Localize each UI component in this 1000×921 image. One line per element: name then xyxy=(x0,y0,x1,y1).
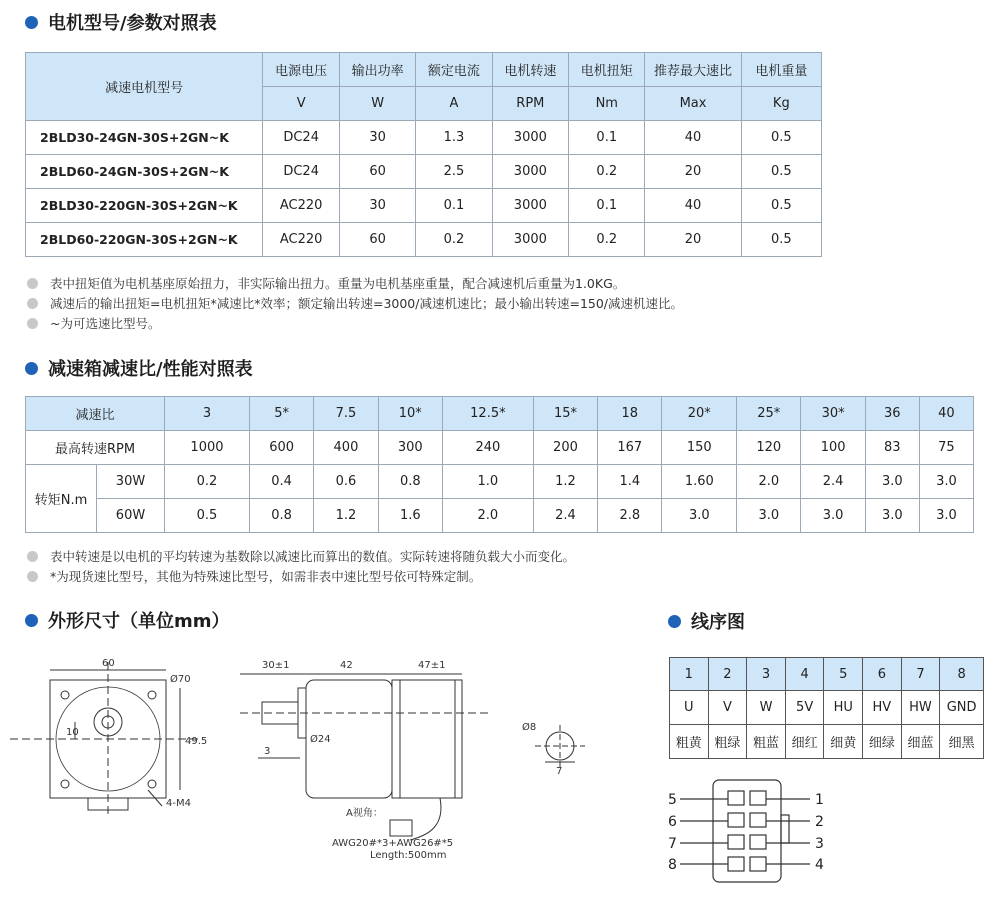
spec-unit: Nm xyxy=(569,87,645,121)
note-item xyxy=(27,293,683,313)
wire-pin-cell: 1 xyxy=(670,658,709,691)
wiring-title-text: 线序图 xyxy=(691,612,745,633)
wire-pin-cell: 3 xyxy=(747,658,786,691)
speed-cell: 100 xyxy=(801,431,865,465)
pin-label: 4 xyxy=(815,857,824,873)
speed-cell: 75 xyxy=(919,431,973,465)
spec-cell: 20 xyxy=(645,155,741,189)
ratio-cell: 10* xyxy=(378,397,442,431)
connector-pin xyxy=(750,857,766,871)
spec-header: 推荐最大速比 xyxy=(645,53,741,87)
dim-label: 49.5 xyxy=(185,736,208,747)
spec-cell: 0.1 xyxy=(569,189,645,223)
spec-cell: AC220 xyxy=(263,189,340,223)
model-cell: 2BLD60-220GN-30S+2GN~K xyxy=(26,223,263,257)
ratio-cell: 5* xyxy=(249,397,313,431)
pin-label: 5 xyxy=(668,792,677,808)
dim-label: 10 xyxy=(66,727,79,738)
spec-row xyxy=(26,155,822,189)
pin-label: 6 xyxy=(668,814,677,830)
mount-hole xyxy=(61,691,69,699)
ratio-cell: 30* xyxy=(801,397,865,431)
spec-cell: 60 xyxy=(339,223,415,257)
ratio-cell: 40 xyxy=(919,397,973,431)
pin-label: 2 xyxy=(815,814,824,830)
wire-signal-cell: HU xyxy=(824,691,863,725)
bullet-dot xyxy=(25,614,38,627)
spec-cell: 0.2 xyxy=(569,155,645,189)
torque-60w-label: 60W xyxy=(97,499,165,533)
dim-label: 30±1 xyxy=(262,660,290,671)
spec-cell: 0.2 xyxy=(416,223,492,257)
bullet-dot xyxy=(27,551,38,562)
ratio-cell: 18 xyxy=(598,397,662,431)
spec-title-text: 电机型号/参数对照表 xyxy=(48,13,217,34)
wire-color-cell: 细黑 xyxy=(940,725,984,759)
speed-cell: 400 xyxy=(314,431,378,465)
speed-cell: 200 xyxy=(533,431,597,465)
speed-cell: 83 xyxy=(865,431,919,465)
wire-pin-cell: 4 xyxy=(785,658,824,691)
spec-notes xyxy=(27,273,683,333)
spec-header: 电源电压 xyxy=(263,53,340,87)
ratio-cell: 36 xyxy=(865,397,919,431)
speed-cell: 167 xyxy=(598,431,662,465)
spec-cell: 1.3 xyxy=(416,121,492,155)
spec-cell: 0.5 xyxy=(741,223,821,257)
dims-title-text: 外形尺寸（单位mm） xyxy=(48,611,230,632)
torque-30w-cell: 1.60 xyxy=(662,465,737,499)
dim-label: 4-M4 xyxy=(166,798,191,809)
wiring-table xyxy=(669,657,984,759)
connector-pin xyxy=(728,791,744,805)
spec-row xyxy=(26,189,822,223)
ratio-section-title xyxy=(25,355,253,381)
note-text: *为现货速比型号，其他为特殊速比型号，如需非表中速比型号依可特殊定制。 xyxy=(50,569,482,584)
spec-header: 电机转速 xyxy=(492,53,568,87)
wire-color-cell: 粗蓝 xyxy=(747,725,786,759)
spec-cell: 3000 xyxy=(492,189,568,223)
torque-60w-cell: 1.6 xyxy=(378,499,442,533)
note-item xyxy=(27,273,683,293)
torque-30w-cell: 2.0 xyxy=(737,465,801,499)
dim-label: AWG20#*3+AWG26#*5 xyxy=(332,838,454,849)
bullet-dot xyxy=(27,318,38,329)
torque-30w-cell: 0.2 xyxy=(165,465,250,499)
torque-60w-cell: 3.0 xyxy=(662,499,737,533)
model-cell: 2BLD30-220GN-30S+2GN~K xyxy=(26,189,263,223)
bullet-dot xyxy=(25,16,38,29)
ratio-cell: 3 xyxy=(165,397,250,431)
spec-cell: 30 xyxy=(339,121,415,155)
connector-pin xyxy=(750,791,766,805)
ratio-title-text: 减速箱减速比/性能对照表 xyxy=(48,359,253,380)
dims-section-title xyxy=(25,607,230,633)
wire-color-cell: 细绿 xyxy=(863,725,902,759)
spec-header: 额定电流 xyxy=(416,53,492,87)
spec-unit: Max xyxy=(645,87,741,121)
ratio-cell: 15* xyxy=(533,397,597,431)
pin-label: 8 xyxy=(668,857,677,873)
speed-cell: 1000 xyxy=(165,431,250,465)
bullet-dot xyxy=(27,298,38,309)
connector-pin xyxy=(728,835,744,849)
spec-header: 减速电机型号 xyxy=(26,53,263,121)
spec-cell: 3000 xyxy=(492,223,568,257)
bullet-dot xyxy=(27,571,38,582)
torque-60w-cell: 3.0 xyxy=(801,499,865,533)
wire-pin-cell: 2 xyxy=(708,658,747,691)
mount-hole xyxy=(148,691,156,699)
connector-pin xyxy=(728,813,744,827)
wire-signal-cell: V xyxy=(708,691,747,725)
bullet-dot xyxy=(25,362,38,375)
dimension-drawing xyxy=(0,640,660,921)
wire-signal-cell: U xyxy=(670,691,709,725)
dim-label: 3 xyxy=(264,746,271,757)
note-item xyxy=(27,313,683,333)
dim-label: Ø8 xyxy=(522,722,537,733)
spec-cell: 40 xyxy=(645,189,741,223)
spec-unit: Kg xyxy=(741,87,821,121)
torque-60w-cell: 3.0 xyxy=(737,499,801,533)
torque-30w-cell: 1.2 xyxy=(533,465,597,499)
ratio-cell: 7.5 xyxy=(314,397,378,431)
wire-signal-cell: GND xyxy=(940,691,984,725)
dim-label: Ø70 xyxy=(170,674,191,685)
spec-cell: AC220 xyxy=(263,223,340,257)
torque-60w-cell: 3.0 xyxy=(865,499,919,533)
cable-connector xyxy=(390,820,412,836)
dim-label: 60 xyxy=(102,658,115,669)
spec-cell: 0.5 xyxy=(741,189,821,223)
dim-label: 42 xyxy=(340,660,353,671)
connector-diagram xyxy=(660,775,840,885)
wire-signal-cell: HV xyxy=(863,691,902,725)
note-text: 表中扭矩值为电机基座原始扭力，非实际输出扭力。重量为电机基座重量，配合减速机后重量为1.0KG。 xyxy=(50,276,626,291)
wire-pin-cell: 8 xyxy=(940,658,984,691)
spec-row xyxy=(26,121,822,155)
wire-signal-cell: W xyxy=(747,691,786,725)
torque-30w-cell: 2.4 xyxy=(801,465,865,499)
note-item xyxy=(27,546,575,566)
side-view-motor xyxy=(392,680,462,798)
connector-latch xyxy=(781,815,789,843)
torque-label: 转矩N.m xyxy=(26,465,97,533)
wire-color-cell: 细红 xyxy=(785,725,824,759)
wire-signal-cell: 5V xyxy=(785,691,824,725)
spec-cell: 0.1 xyxy=(569,121,645,155)
spec-cell: DC24 xyxy=(263,121,340,155)
spec-cell: 2.5 xyxy=(416,155,492,189)
torque-30w-cell: 0.4 xyxy=(249,465,313,499)
connector-housing xyxy=(713,780,781,882)
spec-cell: 0.5 xyxy=(741,121,821,155)
spec-unit: A xyxy=(416,87,492,121)
wire-color-cell: 细黄 xyxy=(824,725,863,759)
spec-cell: DC24 xyxy=(263,155,340,189)
torque-30w-label: 30W xyxy=(97,465,165,499)
mount-hole xyxy=(148,780,156,788)
torque-60w-cell: 2.4 xyxy=(533,499,597,533)
spec-cell: 20 xyxy=(645,223,741,257)
model-cell: 2BLD30-24GN-30S+2GN~K xyxy=(26,121,263,155)
wire-signal-cell: HW xyxy=(901,691,940,725)
speed-cell: 120 xyxy=(737,431,801,465)
dim-label: Length:500mm xyxy=(370,850,447,861)
spec-unit: W xyxy=(339,87,415,121)
dim-label: Ø24 xyxy=(310,734,331,745)
torque-60w-cell: 0.8 xyxy=(249,499,313,533)
note-text: 表中转速是以电机的平均转速为基数除以减速比而算出的数值。实际转速将随负载大小而变化。 xyxy=(50,549,576,564)
pin-label: 3 xyxy=(815,836,824,852)
speed-cell: 150 xyxy=(662,431,737,465)
spec-cell: 0.5 xyxy=(741,155,821,189)
model-cell: 2BLD60-24GN-30S+2GN~K xyxy=(26,155,263,189)
wire-pin-cell: 7 xyxy=(901,658,940,691)
note-text: ~为可选速比型号。 xyxy=(50,316,161,331)
spec-table xyxy=(25,52,822,257)
spec-header: 电机扭矩 xyxy=(569,53,645,87)
torque-30w-cell: 3.0 xyxy=(919,465,973,499)
spec-row xyxy=(26,223,822,257)
dim-label: A视角： xyxy=(346,808,383,819)
pin-label: 7 xyxy=(668,836,677,852)
wire-pin-cell: 5 xyxy=(824,658,863,691)
wire-color-cell: 细蓝 xyxy=(901,725,940,759)
spec-cell: 0.1 xyxy=(416,189,492,223)
torque-30w-cell: 0.8 xyxy=(378,465,442,499)
spec-unit: RPM xyxy=(492,87,568,121)
dim-label: 7 xyxy=(556,766,563,777)
torque-60w-cell: 2.8 xyxy=(598,499,662,533)
spec-cell: 60 xyxy=(339,155,415,189)
mount-hole xyxy=(61,780,69,788)
torque-30w-cell: 1.0 xyxy=(442,465,533,499)
bullet-dot xyxy=(668,615,681,628)
note-text: 减速后的输出扭矩=电机扭矩*减速比*效率；额定输出转速=3000/减速机速比；最小输出转速=150/减速机速比。 xyxy=(50,296,684,311)
speed-cell: 600 xyxy=(249,431,313,465)
speed-label: 最高转速RPM xyxy=(26,431,165,465)
connector-pin xyxy=(750,835,766,849)
dim-label: 47±1 xyxy=(418,660,446,671)
wiring-section-title xyxy=(668,608,745,634)
spec-cell: 3000 xyxy=(492,155,568,189)
connector-pin xyxy=(750,813,766,827)
spec-header: 输出功率 xyxy=(339,53,415,87)
torque-60w-cell: 1.2 xyxy=(314,499,378,533)
speed-cell: 240 xyxy=(442,431,533,465)
ratio-notes xyxy=(27,546,575,586)
spec-cell: 0.2 xyxy=(569,223,645,257)
connector-pin xyxy=(728,857,744,871)
cable xyxy=(410,798,441,840)
spec-unit: V xyxy=(263,87,340,121)
ratio-table xyxy=(25,396,974,533)
torque-30w-cell: 1.4 xyxy=(598,465,662,499)
torque-60w-cell: 3.0 xyxy=(919,499,973,533)
bullet-dot xyxy=(27,278,38,289)
speed-cell: 300 xyxy=(378,431,442,465)
torque-60w-cell: 0.5 xyxy=(165,499,250,533)
ratio-cell: 25* xyxy=(737,397,801,431)
spec-cell: 30 xyxy=(339,189,415,223)
spec-header: 电机重量 xyxy=(741,53,821,87)
torque-60w-cell: 2.0 xyxy=(442,499,533,533)
spec-section-title xyxy=(25,9,217,35)
spec-cell: 40 xyxy=(645,121,741,155)
torque-30w-cell: 3.0 xyxy=(865,465,919,499)
note-item xyxy=(27,566,575,586)
pin-label: 1 xyxy=(815,792,824,808)
wire-color-cell: 粗绿 xyxy=(708,725,747,759)
spec-cell: 3000 xyxy=(492,121,568,155)
torque-30w-cell: 0.6 xyxy=(314,465,378,499)
wire-color-cell: 粗黄 xyxy=(670,725,709,759)
wire-pin-cell: 6 xyxy=(863,658,902,691)
ratio-cell: 20* xyxy=(662,397,737,431)
ratio-label: 减速比 xyxy=(26,397,165,431)
ratio-cell: 12.5* xyxy=(442,397,533,431)
